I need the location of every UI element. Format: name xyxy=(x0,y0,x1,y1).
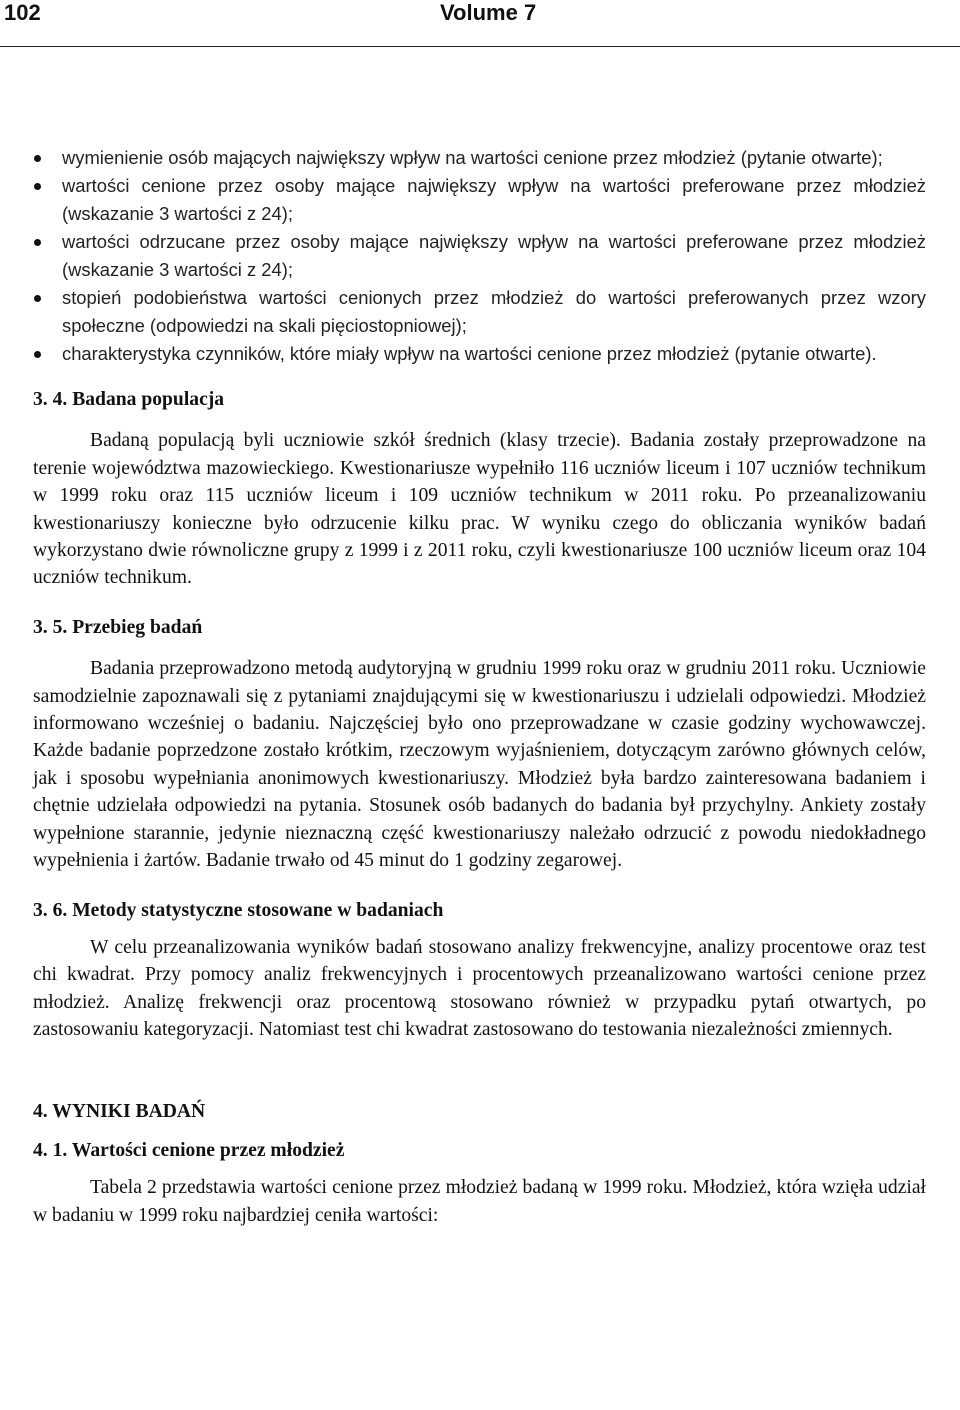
list-item-text: wymienienie osób mających największy wpływ na wartości cenione przez młodzież (pytanie otwarte); xyxy=(62,147,883,168)
list-item xyxy=(33,228,926,284)
section-heading-3-6: 3. 6. Metody statystyczne stosowane w badaniach xyxy=(33,899,444,921)
list-item xyxy=(33,172,926,228)
list-item xyxy=(33,144,926,172)
section-paragraph-4-1: Tabela 2 przedstawia wartości cenione przez młodzież badaną w 1999 roku. Młodzież, która wzięła udział w badaniu w 1999 roku najbardziej ceniła wartości: xyxy=(33,1177,926,1226)
page-number: 102 xyxy=(4,0,41,25)
list-item-text: wartości cenione przez osoby mające największy wpływ na wartości preferowane przez młodzież (wskazanie 3 wartości z 24); xyxy=(62,175,926,224)
section-paragraph-3-4: Badaną populacją byli uczniowie szkół średnich (klasy trzecie). Badania zostały przeprowadzone na terenie województwa mazowieckiego. Kwestionariusze wypełniło 116 uczniów liceum i 107 uczniów technikum w 1999 roku oraz 115 uczniów liceum i 109 uczniów technikum w 2011 roku. Po przeanalizowaniu kwestionariuszy konieczne było odrzucenie kilku prac. W wyniku czego do obliczania wyników badań wykorzystano dwie równoliczne grupy z 1999 i z 2011 roku, czyli kwestionariusze 100 uczniów liceum oraz 104 uczniów technikum. xyxy=(33,430,926,589)
section-heading-4-1: 4. 1. Wartości cenione przez młodzież xyxy=(33,1139,345,1161)
section-paragraph-3-6: W celu przeanalizowania wyników badań stosowano analizy frekwencyjne, analizy procentowe oraz test chi kwadrat. Przy pomocy analiz frekwencyjnych i procentowych przeanalizowano wartości cenione przez młodzież. Analizę frekwencji oraz procentową stosowano również w przypadku pytań otwartych, po zastosowaniu kategoryzacji. Natomiast test chi kwadrat zastosowano do testowania niezależności zmiennych. xyxy=(33,936,926,1041)
page-body xyxy=(33,144,926,1229)
section-heading-3-4: 3. 4. Badana populacja xyxy=(33,389,225,410)
section-heading-4: 4. WYNIKI BADAŃ xyxy=(33,1100,206,1122)
page-header xyxy=(0,0,960,44)
bullet-dot-icon xyxy=(34,351,41,358)
volume-label: Volume 7 xyxy=(440,0,537,25)
bullet-dot-icon xyxy=(34,155,41,162)
header-divider xyxy=(0,46,960,47)
bullet-list xyxy=(33,144,926,368)
list-item-text: stopień podobieństwa wartości cenionych przez młodzież do wartości preferowanych przez wzory społeczne (odpowiedzi na skali pięciostopniowej); xyxy=(62,287,926,336)
list-item-text: charakterystyka czynników, które miały wpływ na wartości cenione przez młodzież (pytanie otwarte). xyxy=(62,343,877,364)
bullet-dot-icon xyxy=(34,295,41,302)
list-item-text: wartości odrzucane przez osoby mające największy wpływ na wartości preferowane przez młodzież (wskazanie 3 wartości z 24); xyxy=(62,231,926,280)
list-item xyxy=(33,284,926,340)
bullet-dot-icon xyxy=(34,183,41,190)
bullet-dot-icon xyxy=(34,239,41,246)
section-heading-3-5: 3. 5. Przebieg badań xyxy=(33,616,203,638)
list-item xyxy=(33,340,926,368)
section-paragraph-3-5: Badania przeprowadzono metodą audytoryjną w grudniu 1999 roku oraz w grudniu 2011 roku. Uczniowie samodzielnie zapoznawali się z pytaniami znajdującymi się w kwestionariuszu i udzielali odpowiedzi. Młodzież informowano wcześniej o badaniu. Najczęściej było ono przeprowadzane w czasie godziny wychowawczej. Każde badanie poprzedzone zostało krótkim, rzeczowym wyjaśnieniem, dotyczącym zarówno głównych celów, jak i sposobu wypełniania anonimowych kwestionariuszy. Młodzież była bardzo zainteresowana badaniem i chętnie udzielała odpowiedzi na pytania. Stosunek osób badanych do badania był przychylny. Ankiety zostały wypełnione starannie, jedynie nieznaczną część kwestionariuszy należało odrzucić z powodu niedokładnego wypełnienia i żartów. Badanie trwało od 45 minut do 1 godziny zegarowej. xyxy=(33,658,926,872)
